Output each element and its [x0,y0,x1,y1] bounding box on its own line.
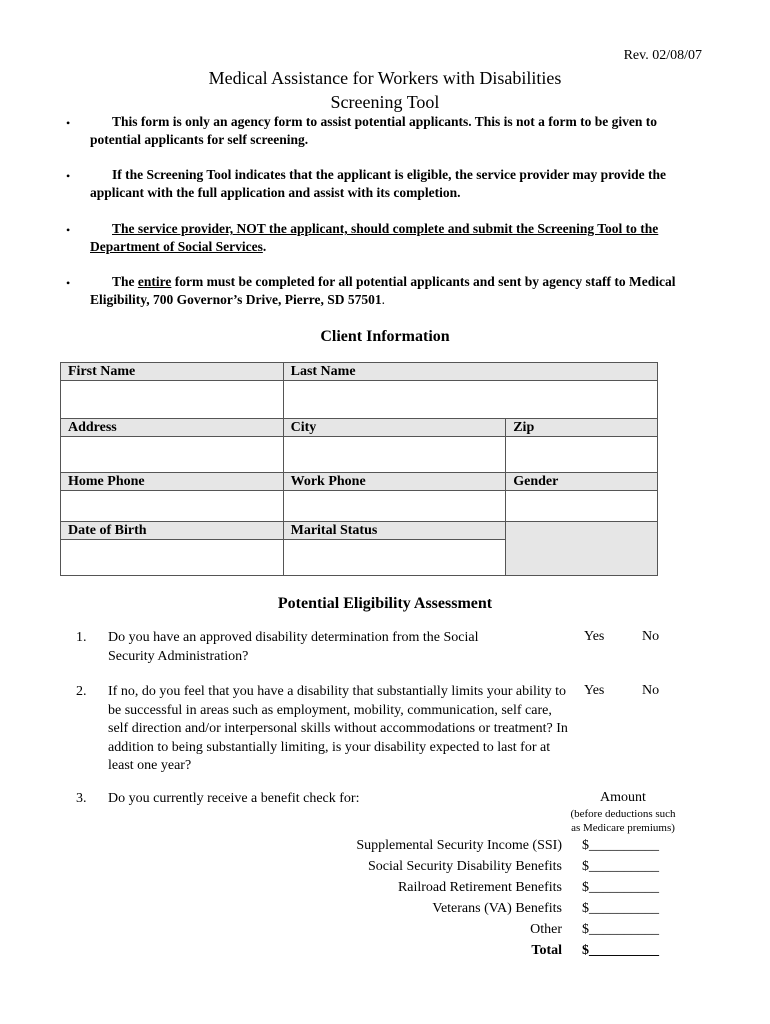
bullet-4-underlined: entire [137,274,172,289]
benefit-va-label: Veterans (VA) Benefits [432,901,562,916]
question-1-number: 1. [76,630,87,645]
benefit-ssdb-label: Social Security Disability Benefits [367,859,562,874]
question-3-text: Do you currently receive a benefit check for: [108,791,360,806]
city-field[interactable] [283,437,506,473]
bullet-icon: • [66,276,71,290]
question-1-text: Do you have an approved disability determination from the Social Security Administration? [108,630,479,664]
benefit-other-amount[interactable]: $__________ [582,922,659,937]
benefit-ssi-amount[interactable]: $__________ [582,838,659,853]
benefit-total-amount[interactable]: $__________ [582,943,659,958]
bullet-icon: • [66,169,71,183]
bullet-4-pre: The [112,274,138,289]
question-2-no[interactable]: No [642,683,660,698]
bullet-2-content: If the Screening Tool indicates that the applicant is eligible, the service provider may provide the applicant with the full application and assist with its completion. [90,167,666,200]
bullet-2-text [90,166,695,202]
question-2-number: 2. [76,684,87,699]
zip-label: Zip [506,419,658,437]
last-name-field[interactable] [283,381,657,419]
revision-date: Rev. 02/08/07 [623,48,702,63]
marital-status-label: Marital Status [283,522,506,540]
question-1-yes[interactable]: Yes [584,629,605,644]
shaded-cell [506,522,658,576]
work-phone-label: Work Phone [283,473,506,491]
amount-note-1: (before deductions such [570,808,676,820]
client-info-heading: Client Information [320,328,450,345]
marital-status-field[interactable] [283,540,506,576]
bullet-3-text [90,220,695,256]
client-info-table [60,362,658,576]
bullet-icon: • [66,223,71,237]
question-3-number: 3. [76,791,87,806]
benefit-total-label: Total [531,943,562,958]
bullet-icon: • [66,116,71,130]
benefit-ssi-label: Supplemental Security Income (SSI) [356,838,562,853]
bullet-1-content: This form is only an agency form to assist potential applicants. This is not a form to be given to potential applicants for self screening. [90,114,658,147]
last-name-label: Last Name [283,363,657,381]
benefit-va-amount[interactable]: $__________ [582,901,659,916]
amount-note-2: as Medicare premiums) [571,822,675,834]
work-phone-field[interactable] [283,491,506,522]
bullet-3-underlined: The service provider, NOT the applicant, should complete and submit the Screening Tool to the Department of Social Services [90,221,659,254]
home-phone-field[interactable] [61,491,284,522]
title-line-2: Screening Tool [330,92,440,112]
first-name-field[interactable] [61,381,284,419]
address-field[interactable] [61,437,284,473]
question-2-text: If no, do you feel that you have a disability that substantially limits your ability to be successful in areas such as employment, mobility, communication, self care, self direction and/or interpersonal skills without accommodations or treatment? In addition to being substantially limiting, is your disability expected to last for at least one year? [108,684,568,773]
dob-field[interactable] [61,540,284,576]
gender-label: Gender [506,473,658,491]
amount-label: Amount [600,790,646,805]
benefit-ssdb-amount[interactable]: $__________ [582,859,659,874]
dob-label: Date of Birth [61,522,284,540]
question-2-yes[interactable]: Yes [584,683,605,698]
first-name-label: First Name [61,363,284,381]
assessment-heading: Potential Eligibility Assessment [277,595,493,612]
bullet-4-end: . [381,292,385,307]
bullet-4-post: form must be completed for all potential applicants and sent by agency staff to Medical Eligibility, 700 Governor’s Drive, Pierre, SD 57501 [90,274,676,307]
benefit-rr-amount[interactable]: $__________ [582,880,659,895]
bullet-3-end: . [262,239,267,254]
gender-field[interactable] [506,491,658,522]
benefit-rr-label: Railroad Retirement Benefits [397,880,562,895]
city-label: City [283,419,506,437]
zip-field[interactable] [506,437,658,473]
question-1-no[interactable]: No [642,629,660,644]
bullet-1-text [90,113,695,149]
benefit-other-label: Other [530,922,562,937]
address-label: Address [61,419,284,437]
home-phone-label: Home Phone [61,473,284,491]
page-title [0,66,770,114]
title-line-1: Medical Assistance for Workers with Disabilities [208,68,562,88]
bullet-4-text [90,273,695,309]
